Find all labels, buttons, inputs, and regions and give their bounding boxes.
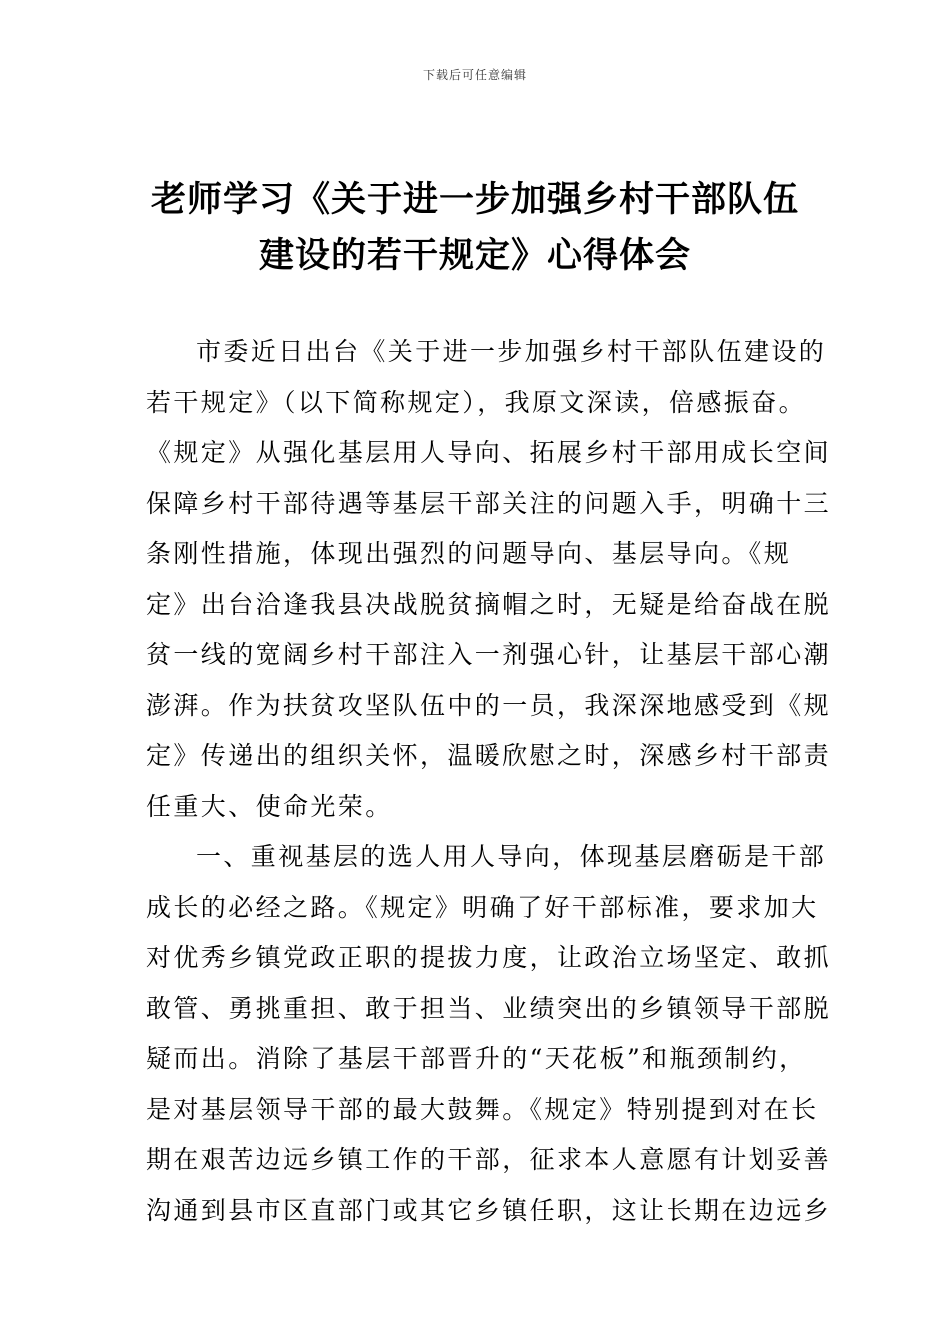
body-line: 对优秀乡镇党政正职的提拔力度，让政治立场坚定、敢抓 bbox=[146, 943, 832, 972]
header-note: 下载后可任意编辑 bbox=[422, 68, 527, 82]
body-line: 一、重视基层的选人用人导向，体现基层磨砺是干部 bbox=[196, 842, 827, 871]
body-line: 沟通到县市区直部门或其它乡镇任职，这让长期在边远乡 bbox=[146, 1195, 832, 1225]
body-line: 敢管、勇挑重担、敢于担当、业绩突出的乡镇领导干部脱 bbox=[146, 993, 832, 1023]
body-line: 贫一线的宽阔乡村干部注入一剂强心针，让基层干部心潮 bbox=[146, 640, 832, 669]
body-line: 若干规定》（以下简称规定），我原文深读，倍感振奋。 bbox=[146, 387, 807, 417]
body-line: 保障乡村干部待遇等基层干部关注的问题入手，明确十三 bbox=[146, 488, 832, 518]
body-line: 市委近日出台《关于进一步加强乡村干部队伍建设的 bbox=[196, 337, 827, 366]
body-line: 疑而出。消除了基层干部晋升的“天花板”和瓶颈制约， bbox=[146, 1044, 807, 1073]
body-line: 成长的必经之路。《规定》明确了好干部标准，要求加大 bbox=[146, 892, 819, 922]
body-line: 期在艰苦边远乡镇工作的干部，征求本人意愿有计划妥善 bbox=[146, 1145, 832, 1174]
body-line: 任重大、使命光荣。 bbox=[146, 791, 393, 821]
body-line: 澎湃。作为扶贫攻坚队伍中的一员，我深深地感受到《规 bbox=[146, 690, 832, 720]
document-title bbox=[120, 172, 830, 284]
title-line-1: 老师学习《关于进一步加强乡村干部队伍 bbox=[150, 180, 799, 220]
body-line: 是对基层领导干部的最大鼓舞。《规定》特别提到对在长 bbox=[146, 1094, 819, 1124]
body-line: 定》出台洽逢我县决战脱贫摘帽之时，无疑是给奋战在脱 bbox=[146, 589, 832, 619]
body-line: 条刚性措施，体现出强烈的问题导向、基层导向。《规 bbox=[146, 539, 792, 568]
body-line: 定》传递出的组织关怀，温暖欣慰之时，深感乡村干部责 bbox=[146, 741, 832, 770]
body-line: 《规定》从强化基层用人导向、拓展乡村干部用成长空间 bbox=[146, 438, 832, 467]
title-line-2: 建设的若干规定》心得体会 bbox=[258, 236, 691, 276]
document-body bbox=[146, 327, 832, 1236]
